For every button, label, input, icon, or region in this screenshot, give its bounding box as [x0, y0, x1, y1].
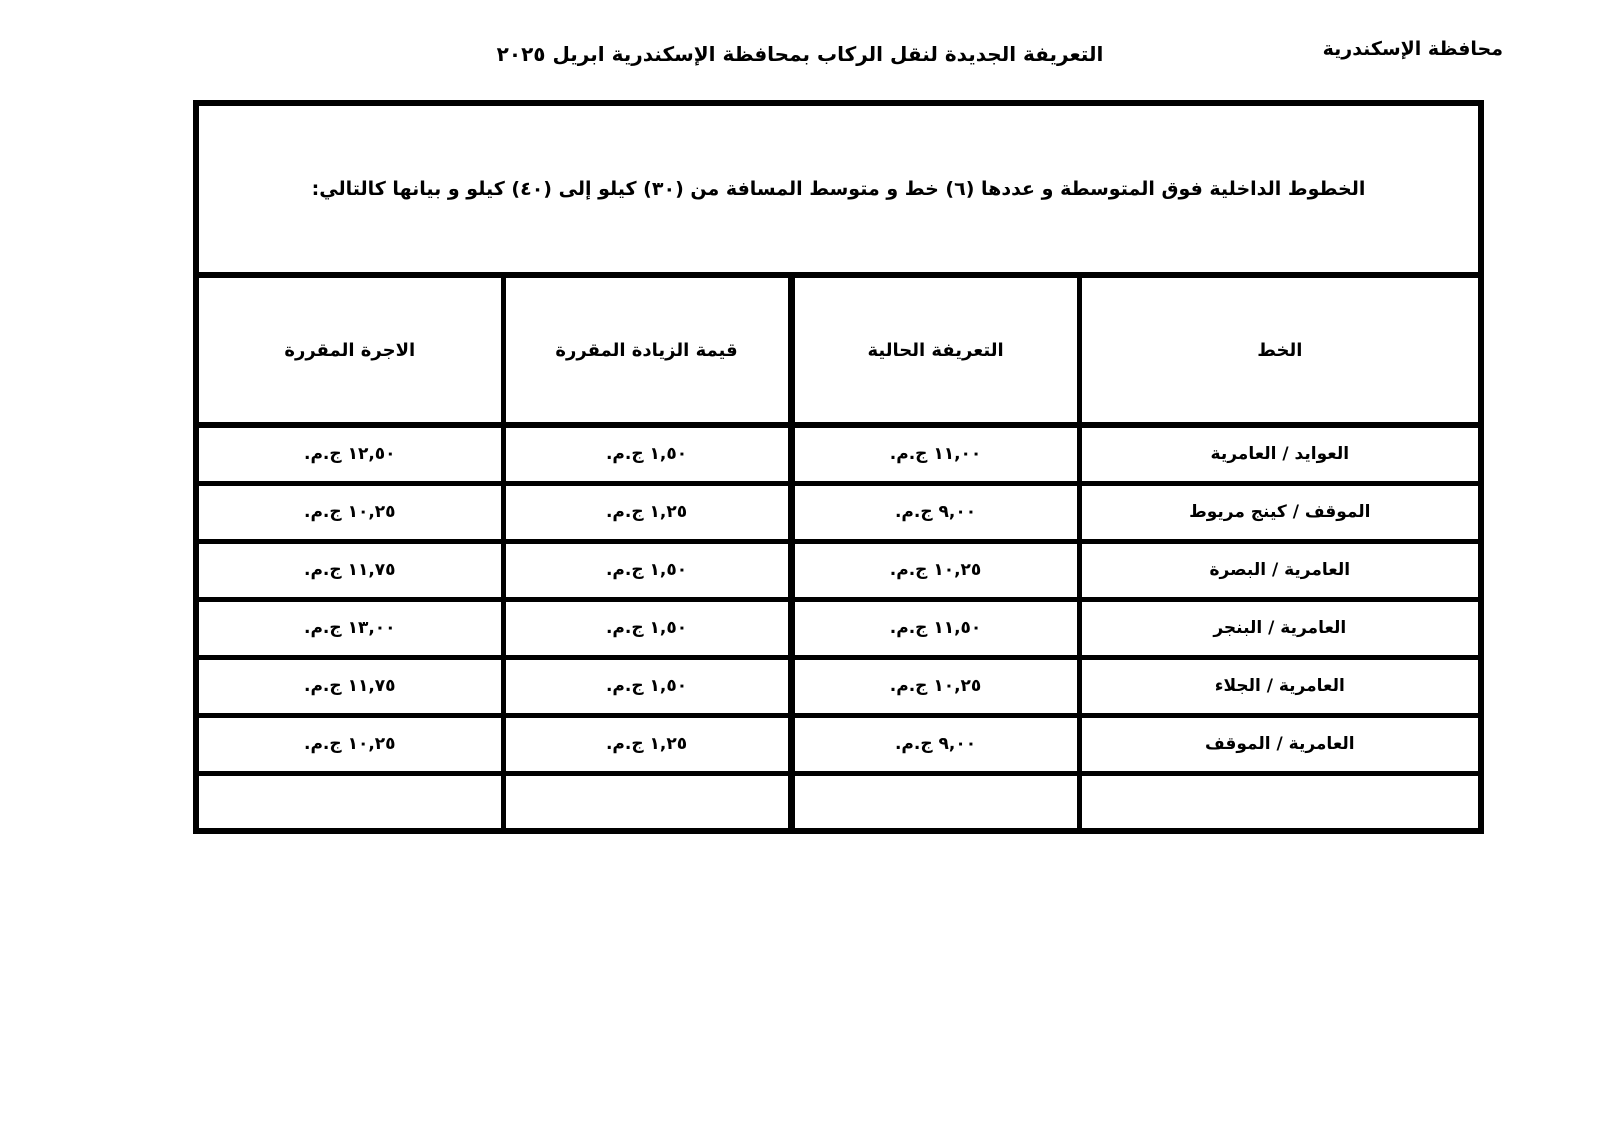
empty-cell [1079, 773, 1481, 831]
table-header-row [196, 275, 1481, 425]
approved-fare-value: ١٠,٢٥ ج.م. [196, 715, 503, 773]
document-title: التعريفة الجديدة لنقل الركاب بمحافظة الإسكندرية ابريل ٢٠٢٥ [496, 42, 1104, 66]
increase-value: ١,٢٥ ج.م. [503, 483, 791, 541]
section-title: الخطوط الداخلية فوق المتوسطة و عددها (٦) خط و متوسط المسافة من (٣٠) كيلو إلى (٤٠) كيلو و بيانها كالتالي: [196, 103, 1481, 275]
increase-value: ١,٥٠ ج.م. [503, 541, 791, 599]
approved-fare-value: ١١,٧٥ ج.م. [196, 541, 503, 599]
increase-value: ١,٥٠ ج.م. [503, 657, 791, 715]
increase-value: ١,٥٠ ج.م. [503, 599, 791, 657]
line-name: العوايد / العامرية [1079, 425, 1481, 483]
table-row [196, 657, 1481, 715]
column-header-approved-fare: الاجرة المقررة [196, 275, 503, 425]
approved-fare-value: ١٠,٢٥ ج.م. [196, 483, 503, 541]
increase-value: ١,٥٠ ج.م. [503, 425, 791, 483]
current-tariff-value: ١١,٥٠ ج.م. [791, 599, 1079, 657]
empty-cell [791, 773, 1079, 831]
governorate-name: محافظة الإسكندرية [1322, 38, 1503, 60]
column-header-increase: قيمة الزيادة المقررة [503, 275, 791, 425]
current-tariff-value: ١٠,٢٥ ج.م. [791, 541, 1079, 599]
approved-fare-value: ١٢,٥٠ ج.م. [196, 425, 503, 483]
section-title-row [196, 103, 1481, 275]
table-row [196, 715, 1481, 773]
line-name: العامرية / البصرة [1079, 541, 1481, 599]
table-row [196, 483, 1481, 541]
current-tariff-value: ٩,٠٠ ج.م. [791, 715, 1079, 773]
current-tariff-value: ١١,٠٠ ج.م. [791, 425, 1079, 483]
table-row [196, 599, 1481, 657]
current-tariff-value: ٩,٠٠ ج.م. [791, 483, 1079, 541]
approved-fare-value: ١٣,٠٠ ج.م. [196, 599, 503, 657]
table-row [196, 541, 1481, 599]
current-tariff-value: ١٠,٢٥ ج.م. [791, 657, 1079, 715]
line-name: العامرية / الجلاء [1079, 657, 1481, 715]
column-header-current-tariff: التعريفة الحالية [791, 275, 1079, 425]
approved-fare-value: ١١,٧٥ ج.م. [196, 657, 503, 715]
line-name: الموقف / كينج مريوط [1079, 483, 1481, 541]
line-name: العامرية / الموقف [1079, 715, 1481, 773]
empty-cell [196, 773, 503, 831]
empty-cell [503, 773, 791, 831]
increase-value: ١,٢٥ ج.م. [503, 715, 791, 773]
column-header-line: الخط [1079, 275, 1481, 425]
empty-row [196, 773, 1481, 831]
line-name: العامرية / البنجر [1079, 599, 1481, 657]
tariff-table [193, 100, 1484, 834]
table-row [196, 425, 1481, 483]
